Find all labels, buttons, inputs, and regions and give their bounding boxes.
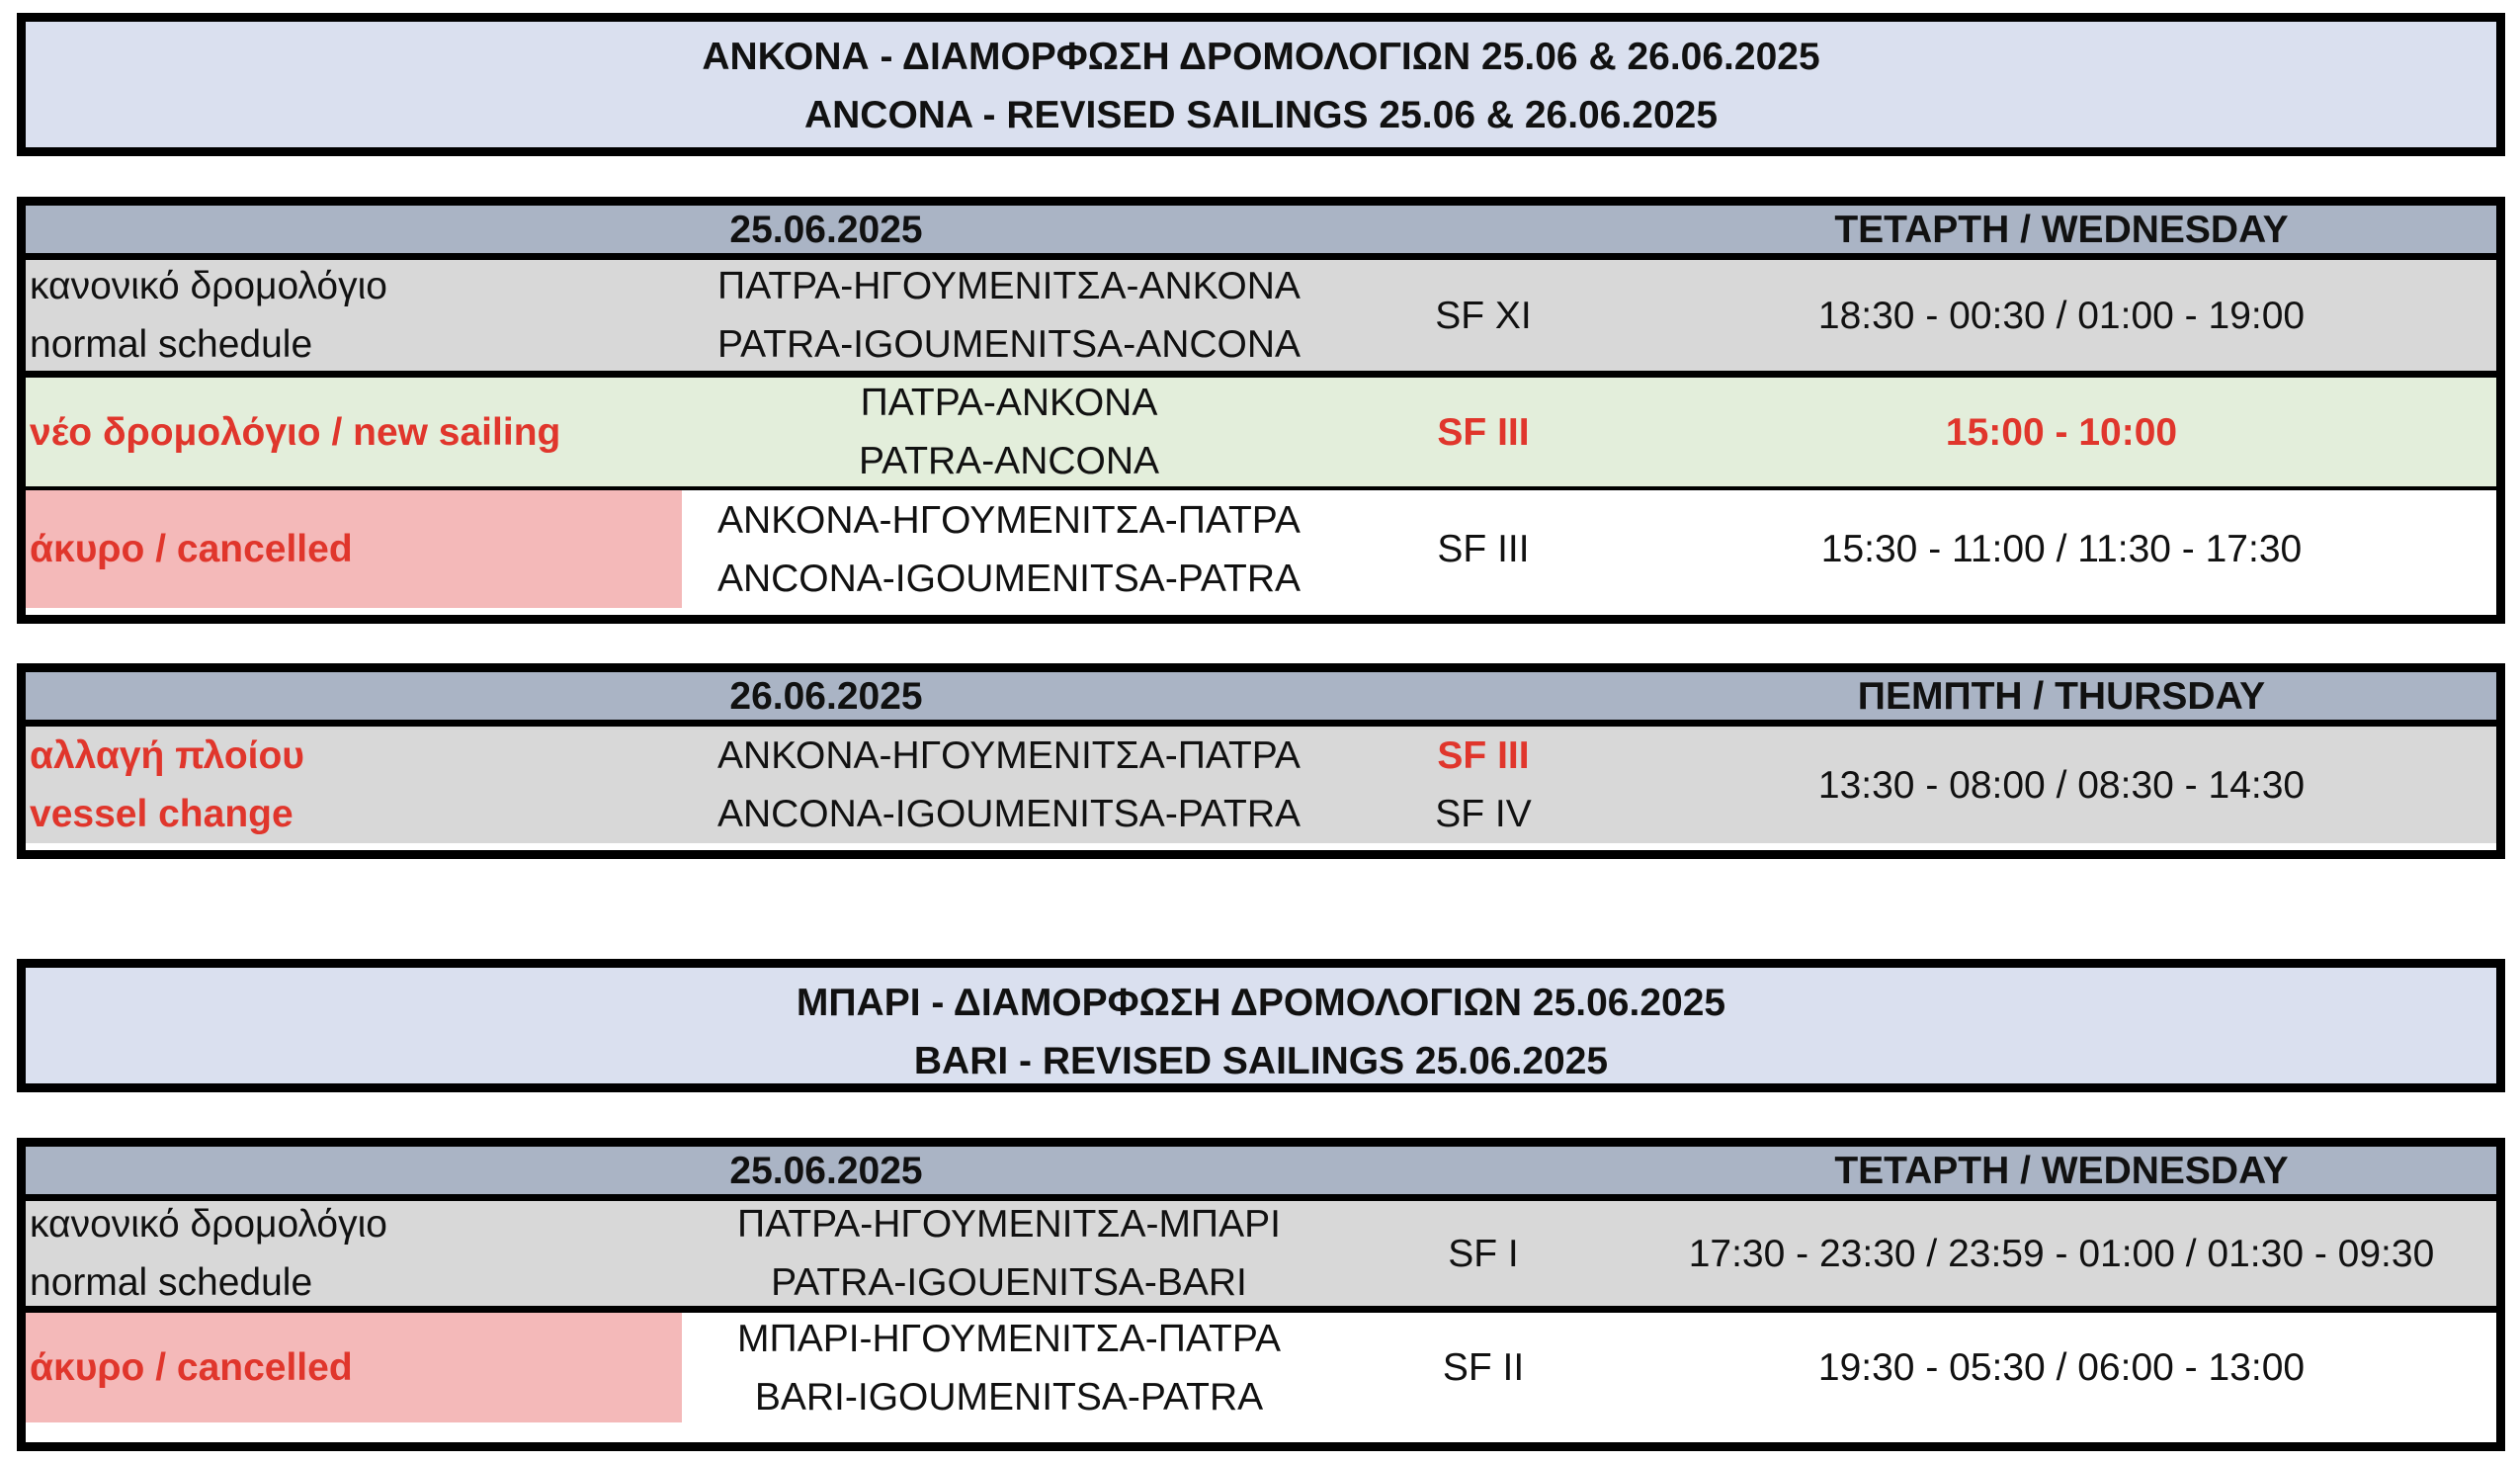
ancona-title-english: ANCONA - REVISED SAILINGS 25.06 & 26.06.2025 — [803, 94, 1719, 136]
ancona-day1-table — [17, 197, 2505, 624]
route-greek: ΜΠΑΡΙ-ΗΓΟΥΜΕΝΙΤΣΑ-ΠΑΤΡΑ — [737, 1317, 1281, 1360]
row-label-greek: αλλαγή πλοίου — [30, 734, 305, 777]
route-greek: ΑΝΚΟΝΑ-ΗΓΟΥΜΕΝΙΤΣΑ-ΠΑΤΡΑ — [717, 498, 1301, 542]
route-greek: ΑΝΚΟΝΑ-ΗΓΟΥΜΕΝΙΤΣΑ-ΠΑΤΡΑ — [717, 734, 1301, 777]
vessel-old: SF III — [1437, 734, 1530, 777]
bari-day1-weekday: ΤΕΤΑΡΤΗ / WEDNESDAY — [1834, 1149, 2289, 1192]
ancona-day2-date: 26.06.2025 — [729, 674, 923, 718]
times-cell: 15:00 - 10:00 — [1945, 410, 2178, 454]
ancona-day1-date: 25.06.2025 — [729, 208, 923, 251]
ancona-day1-row-new — [26, 371, 2496, 490]
ancona-day2-weekday: ΠΕΜΠΤΗ / THURSDAY — [1857, 674, 2266, 718]
ancona-day2-header — [26, 672, 2496, 727]
row-label — [26, 1201, 682, 1306]
row-label: νέο δρομολόγιο / new sailing — [30, 410, 561, 454]
route-cell — [678, 378, 1340, 486]
ancona-day1-row-cancelled — [26, 490, 2496, 608]
route-greek: ΠΑΤΡΑ-ΗΓΟΥΜΕΝΙΤΣΑ-ΑΝΚΟΝΑ — [717, 265, 1301, 307]
bari-title-greek: ΜΠΑΡΙ - ΔΙΑΜΟΡΦΩΣΗ ΔΡΟΜΟΛΟΓΙΩΝ 25.06.2025 — [796, 982, 1726, 1024]
route-cell — [678, 260, 1340, 371]
route-english: PATRA-ANCONA — [858, 440, 1160, 482]
route-english: PATRA-IGOUMENITSA-ANCONA — [716, 323, 1302, 366]
ancona-day1-header — [26, 206, 2496, 260]
ancona-title-greek: ΑΝΚΟΝΑ - ΔΙΑΜΟΡΦΩΣΗ ΔΡΟΜΟΛΟΓΙΩΝ 25.06 & 26.06.2025 — [702, 36, 1820, 78]
vessel-cell: SF III — [1437, 528, 1530, 570]
bari-day1-table — [17, 1138, 2505, 1451]
row-label: άκυρο / cancelled — [26, 1313, 682, 1422]
route-cell — [678, 1313, 1340, 1422]
bari-day1-row-cancelled — [26, 1313, 2496, 1422]
route-greek: ΠΑΤΡΑ-ΑΝΚΟΝΑ — [860, 382, 1158, 424]
bari-title-box — [17, 959, 2505, 1092]
times-cell: 18:30 - 00:30 / 01:00 - 19:00 — [1817, 294, 2306, 337]
vessel-cell — [1340, 727, 1627, 843]
vessel-cell: SF I — [1448, 1232, 1519, 1275]
row-label — [26, 727, 682, 843]
bari-day1-row-normal — [26, 1201, 2496, 1313]
row-label-greek: κανονικό δρομολόγιο — [30, 1203, 387, 1246]
route-cell — [678, 727, 1340, 843]
route-greek: ΠΑΤΡΑ-ΗΓΟΥΜΕΝΙΤΣΑ-ΜΠΑΡΙ — [737, 1203, 1281, 1246]
ancona-day1-weekday: ΤΕΤΑΡΤΗ / WEDNESDAY — [1834, 208, 2289, 251]
bari-day1-header — [26, 1147, 2496, 1201]
row-label: άκυρο / cancelled — [26, 490, 682, 608]
ancona-day2-row-vessel-change — [26, 727, 2496, 843]
bari-day1-date: 25.06.2025 — [729, 1149, 923, 1192]
route-english: PATRA-IGOUENITSA-BARI — [771, 1261, 1247, 1304]
route-english: ANCONA-IGOUMENITSA-PATRA — [716, 557, 1302, 600]
vessel-cell: SF III — [1437, 410, 1530, 454]
times-cell: 17:30 - 23:30 / 23:59 - 01:00 / 01:30 - 09:30 — [1688, 1232, 2435, 1275]
bari-title-english: BARI - REVISED SAILINGS 25.06.2025 — [913, 1040, 1609, 1082]
vessel-cell: SF II — [1442, 1346, 1525, 1389]
route-english: ANCONA-IGOUMENITSA-PATRA — [716, 793, 1302, 835]
vessel-cell: SF XI — [1435, 294, 1532, 337]
route-english: BARI-IGOUMENITSA-PATRA — [754, 1375, 1264, 1419]
route-cell — [678, 490, 1340, 608]
ancona-day2-table — [17, 663, 2505, 859]
ancona-day1-row-normal — [26, 260, 2496, 371]
vessel-new: SF IV — [1435, 793, 1532, 835]
route-cell — [678, 1201, 1340, 1306]
times-cell: 13:30 - 08:00 / 08:30 - 14:30 — [1817, 763, 2306, 807]
row-label-english: vessel change — [30, 793, 294, 835]
times-cell: 15:30 - 11:00 / 11:30 - 17:30 — [1820, 528, 2303, 570]
row-label-english: normal schedule — [30, 323, 313, 366]
times-cell: 19:30 - 05:30 / 06:00 - 13:00 — [1817, 1346, 2306, 1389]
row-label-english: normal schedule — [30, 1261, 313, 1304]
row-label — [26, 260, 682, 371]
ancona-title-box — [17, 13, 2505, 156]
row-label-greek: κανονικό δρομολόγιο — [30, 265, 387, 307]
